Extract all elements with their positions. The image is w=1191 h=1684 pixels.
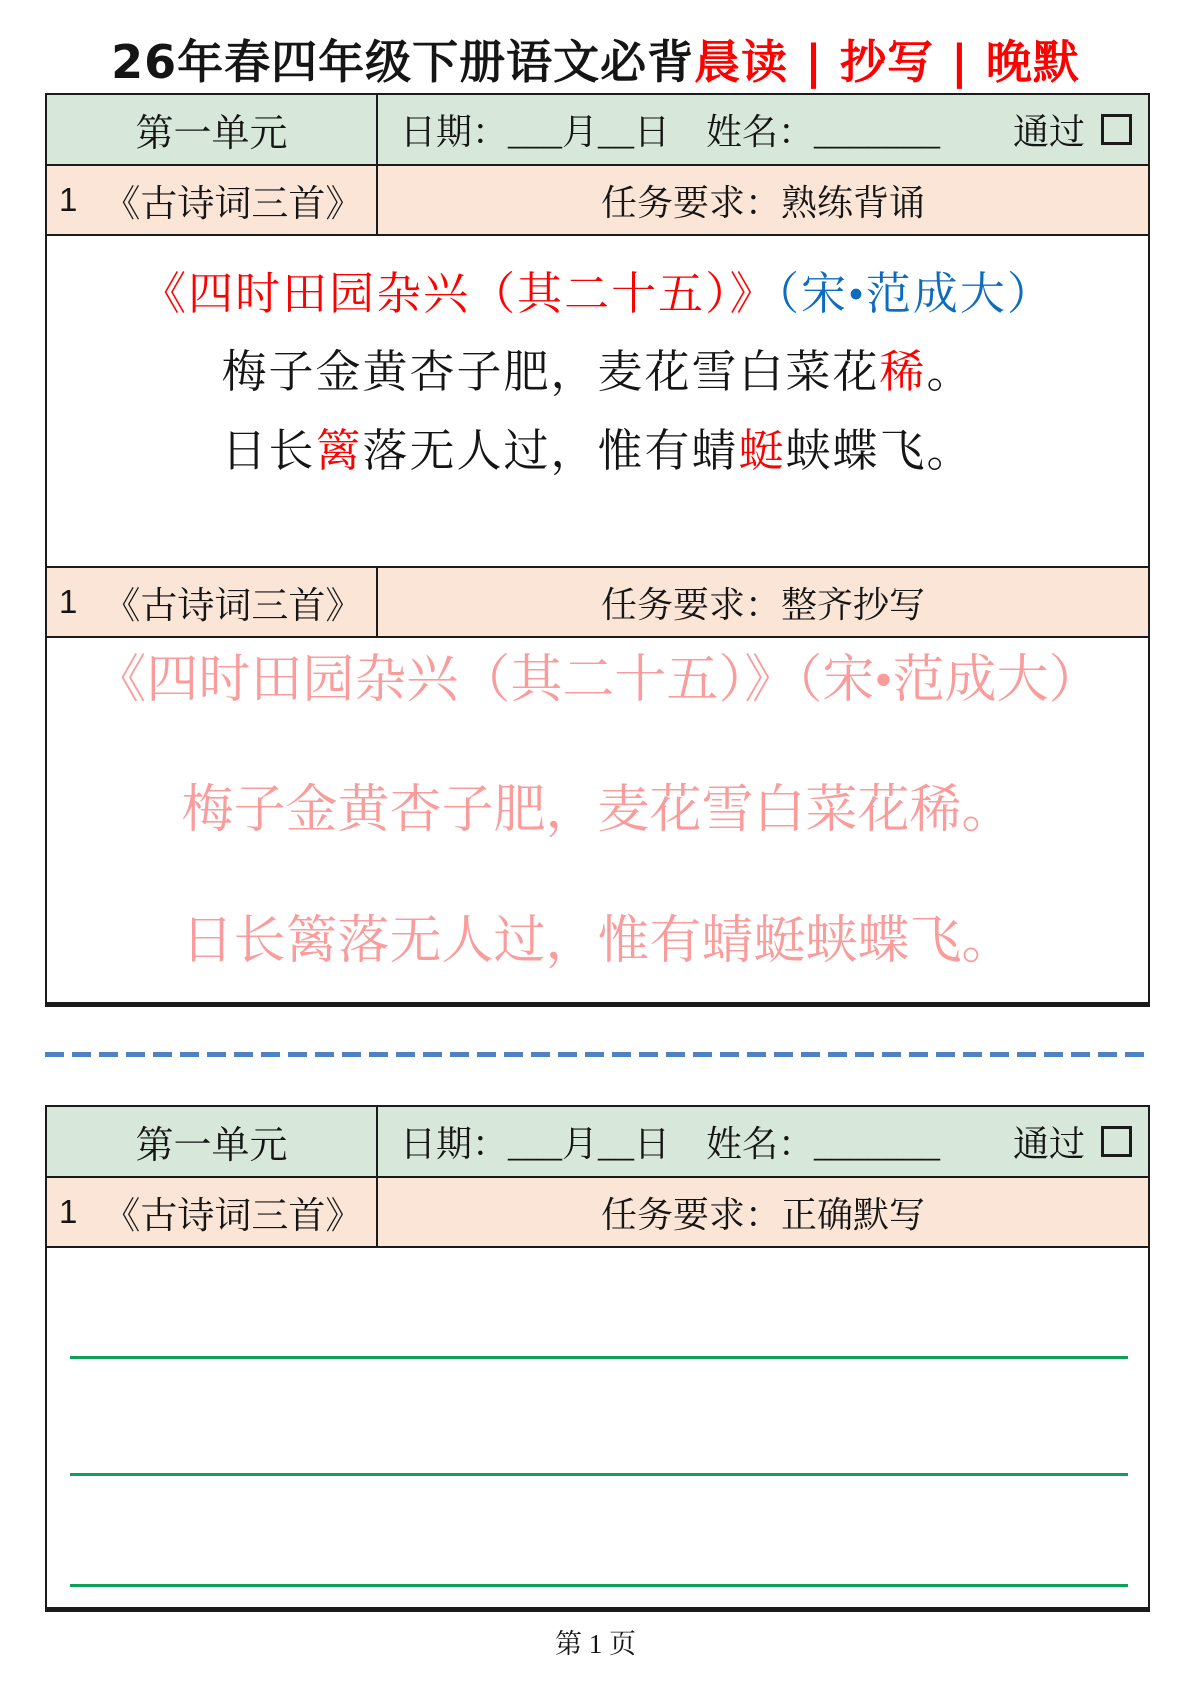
pass-group bbox=[1013, 104, 1132, 155]
writing-rule-line bbox=[70, 1473, 1128, 1476]
lesson-number: 1 bbox=[59, 583, 78, 620]
trace-title-line: 《四时田园杂兴（其二十五）》（宋•范成大） bbox=[94, 652, 1101, 709]
date-name-cell bbox=[378, 95, 1148, 164]
lesson-row-copy bbox=[47, 568, 1148, 638]
lesson-number: 1 bbox=[59, 1193, 78, 1230]
tracing-block bbox=[47, 638, 1148, 1002]
dictation-writing-block[interactable] bbox=[47, 1248, 1148, 1608]
task-cell-morning: 任务要求：熟练背诵 bbox=[600, 182, 925, 223]
poem-line-2: 日长篱落无人过，惟有蜻蜓蛱蝶飞。 bbox=[221, 425, 974, 476]
date-name-blanks: 日期：___月__日 姓名：_______ bbox=[400, 112, 941, 152]
lesson-cell bbox=[47, 568, 378, 636]
unit-cell: 第一单元 bbox=[47, 95, 378, 164]
trace-line-2: 日长篱落无人过，惟有蜻蜓蛱蝶飞。 bbox=[181, 912, 1014, 970]
trace-line-1: 梅子金黄杏子肥，麦花雪白菜花稀。 bbox=[181, 782, 1014, 840]
worksheet-table-top bbox=[45, 93, 1150, 1007]
lesson-title: 《古诗词三首》 bbox=[103, 1196, 363, 1237]
date-name-cell bbox=[378, 1107, 1148, 1176]
unit-header-row bbox=[47, 95, 1148, 166]
poem-line-1: 梅子金黄杏子肥，麦花雪白菜花稀。 bbox=[221, 347, 974, 398]
lesson-title: 《古诗词三首》 bbox=[103, 184, 363, 225]
page-title bbox=[0, 26, 1191, 92]
poem-reading-block bbox=[47, 236, 1148, 568]
pass-label: 通过 bbox=[1012, 1124, 1085, 1164]
unit-header-row bbox=[47, 1107, 1148, 1178]
page-number: 第 1 页 bbox=[555, 1629, 636, 1659]
lesson-cell bbox=[47, 1178, 378, 1246]
writing-rule-line bbox=[70, 1584, 1128, 1587]
lesson-number: 1 bbox=[59, 181, 78, 218]
pass-checkbox[interactable] bbox=[1101, 114, 1132, 145]
pass-checkbox[interactable] bbox=[1101, 1126, 1132, 1157]
lesson-title: 《古诗词三首》 bbox=[103, 586, 363, 627]
unit-cell: 第一单元 bbox=[47, 1107, 378, 1176]
task-cell-copy: 任务要求：整齐抄写 bbox=[600, 584, 925, 625]
task-cell-dictation: 任务要求：正确默写 bbox=[600, 1194, 925, 1235]
worksheet-table-bottom bbox=[45, 1105, 1150, 1612]
writing-rule-line bbox=[70, 1356, 1128, 1359]
dashed-cut-line bbox=[45, 1052, 1150, 1057]
date-name-blanks: 日期：___月__日 姓名：_______ bbox=[400, 1124, 941, 1164]
lesson-row-morning bbox=[47, 166, 1148, 236]
poem-title-line: 《四时田园杂兴（其二十五）》（宋•范成大） bbox=[141, 269, 1054, 319]
pass-label: 通过 bbox=[1012, 112, 1085, 152]
lesson-cell bbox=[47, 166, 378, 234]
pass-group bbox=[1013, 1116, 1132, 1167]
page-title-red: 晨读 | 抄写 | 晚默 bbox=[694, 35, 1080, 89]
page-title-black: 26年春四年级下册语文必背 bbox=[111, 35, 695, 89]
lesson-row-dictation bbox=[47, 1178, 1148, 1248]
